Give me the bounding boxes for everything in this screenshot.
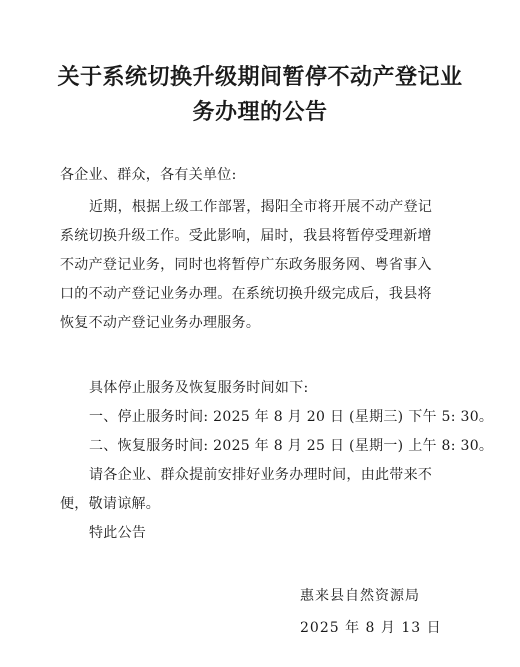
document-title-line-1: 关于系统切换升级期间暂停不动产登记业 — [57, 64, 463, 90]
schedule-stop-time: 一、停止服务时间: 2025 年 8 月 20 日 (星期三) 下午 5: 30。 — [89, 409, 494, 425]
body-line: 系统切换升级工作。受此影响，届时，我县将暂停受理新增 — [60, 228, 432, 244]
signature-date: 2025 年 8 月 13 日 — [300, 620, 442, 636]
schedule-resume-time: 二、恢复服务时间: 2025 年 8 月 25 日 (星期一) 上午 8: 30。 — [89, 438, 494, 454]
document-title-line-2: 务办理的公告 — [192, 99, 328, 125]
closing-line: 请各企业、群众提前安排好业务办理时间，由此带来不 — [89, 467, 433, 483]
body-line: 恢复不动产登记业务办理服务。 — [60, 315, 261, 331]
body-paragraph — [60, 193, 480, 338]
body-line: 口的不动产登记业务办理。在系统切换升级完成后，我县将 — [60, 286, 432, 302]
schedule-section — [60, 374, 494, 548]
closing-line: 便，敬请谅解。 — [60, 496, 161, 512]
body-line: 不动产登记业务，同时也将暂停广东政务服务网、粤省事入 — [60, 257, 432, 273]
salutation-text: 各企业、群众，各有关单位: — [60, 167, 237, 183]
schedule-intro: 具体停止服务及恢复服务时间如下: — [89, 380, 309, 396]
signature-org: 惠来县自然资源局 — [300, 588, 420, 604]
salutation — [60, 161, 480, 190]
notice-text: 特此公告 — [89, 525, 147, 541]
body-line: 近期，根据上级工作部署，揭阳全市将开展不动产登记 — [89, 199, 433, 215]
